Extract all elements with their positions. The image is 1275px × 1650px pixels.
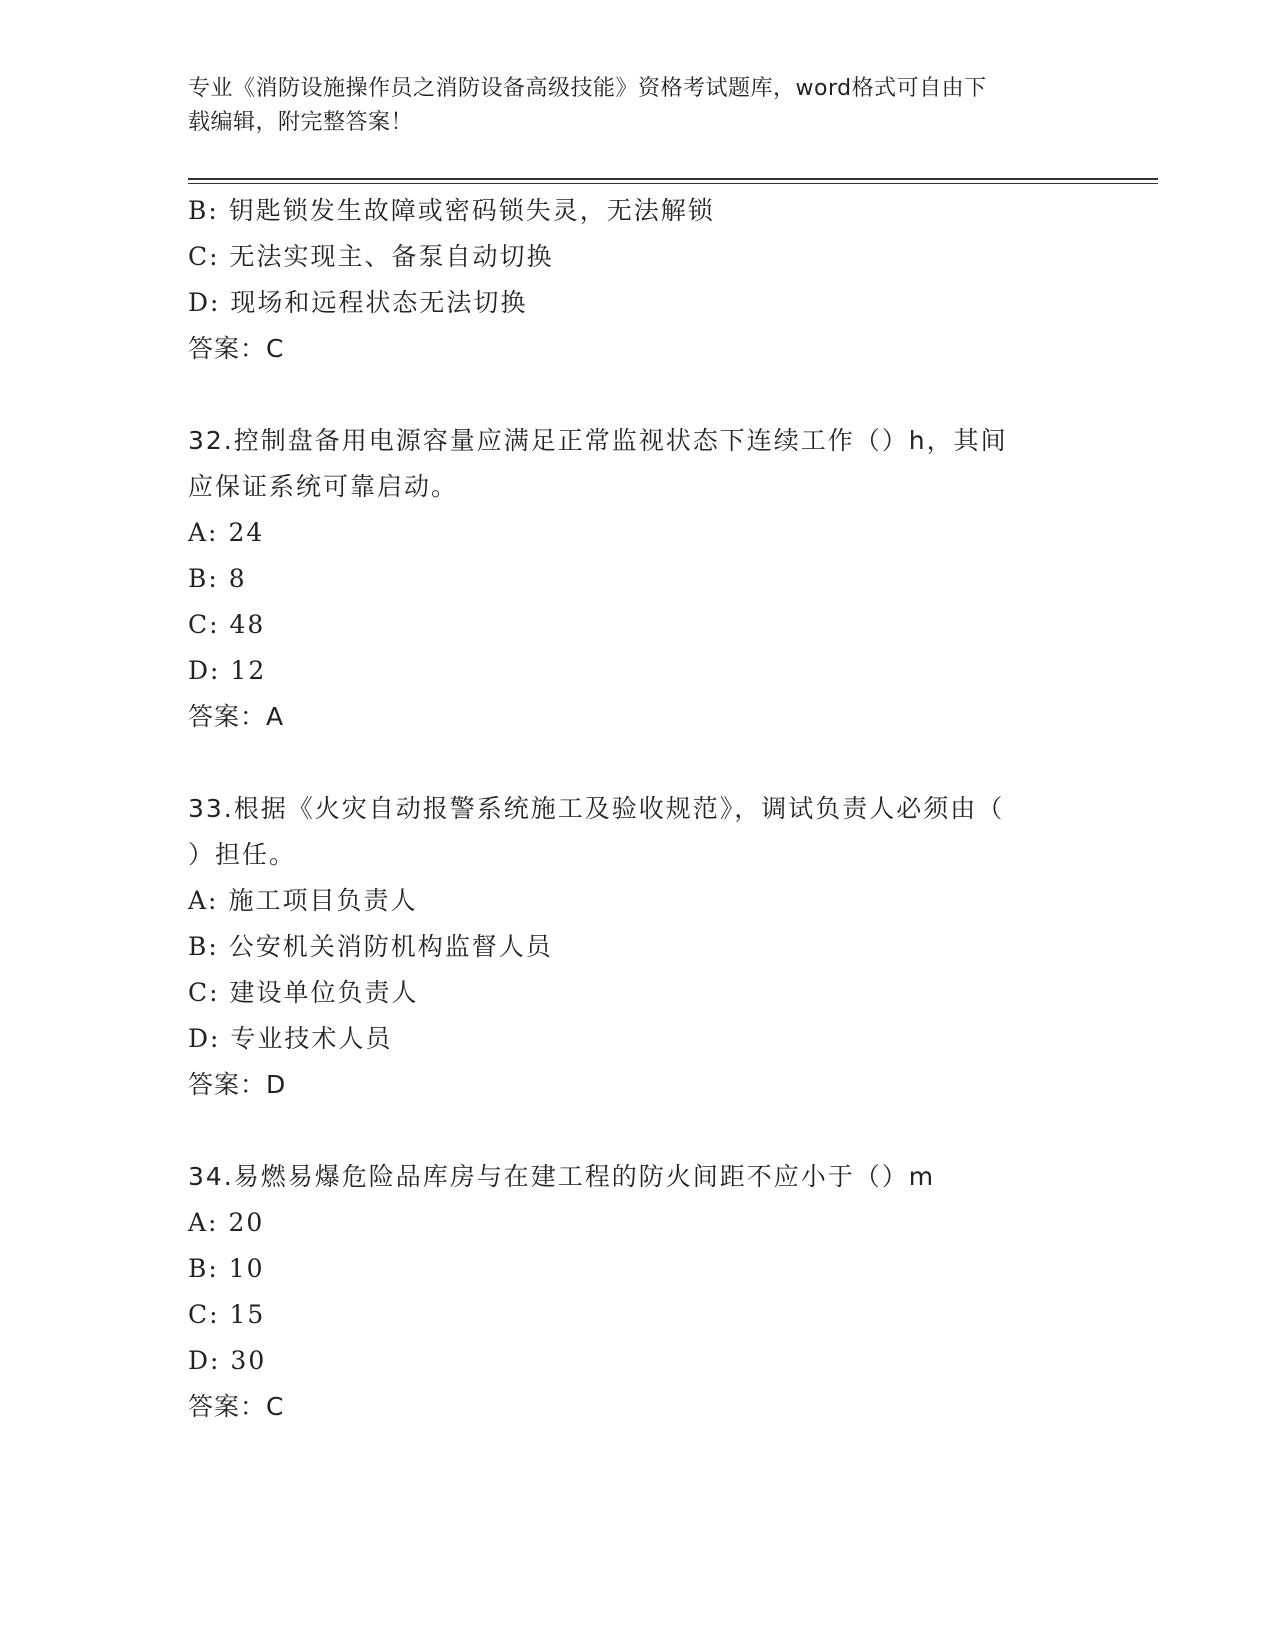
option-label: C: — [188, 1300, 220, 1329]
option-text: 8 — [228, 564, 247, 593]
option-b — [188, 1246, 1088, 1292]
option-text: 公安机关消防机构监督人员 — [228, 932, 553, 961]
option-text: 24 — [228, 518, 265, 547]
question-32 — [188, 418, 1088, 740]
option-d — [188, 1338, 1088, 1384]
question-31-carryover — [188, 188, 1088, 372]
question-stem-line: 33.根据《火灾自动报警系统施工及验收规范》，调试负责人必须由（ — [188, 794, 1005, 823]
option-label: A: — [188, 886, 219, 915]
option-label: D: — [188, 288, 221, 317]
option-text: 建设单位负责人 — [229, 978, 419, 1007]
question-stem-line: 32.控制盘备用电源容量应满足正常监视状态下连续工作（）h，其间 — [188, 426, 1008, 455]
option-text: 48 — [229, 610, 266, 639]
option-b — [188, 924, 1088, 970]
option-c — [188, 234, 1088, 280]
option-text: 施工项目负责人 — [228, 886, 418, 915]
option-c — [188, 602, 1088, 648]
question-list — [188, 188, 1088, 1430]
option-text: 15 — [229, 1300, 266, 1329]
option-c — [188, 970, 1088, 1016]
option-a — [188, 1200, 1088, 1246]
option-text: 钥匙锁发生故障或密码锁失灵，无法解锁 — [228, 196, 715, 225]
option-a — [188, 510, 1088, 556]
option-text: 12 — [230, 656, 267, 685]
header-line-1: 专业《消防设施操作员之消防设备高级技能》资格考试题库，word格式可自由下 — [188, 76, 987, 101]
header-line-2: 载编辑，附完整答案！ — [188, 110, 414, 135]
question-34 — [188, 1154, 1088, 1430]
option-label: D: — [188, 656, 221, 685]
option-label: B: — [188, 196, 219, 225]
option-label: C: — [188, 610, 220, 639]
option-d — [188, 1016, 1088, 1062]
question-stem-line: 应保证系统可靠启动。 — [188, 472, 459, 501]
option-text: 无法实现主、备泵自动切换 — [229, 242, 554, 271]
question-stem-line: ）担任。 — [188, 840, 297, 869]
header-divider-thick — [188, 178, 1158, 180]
option-label: D: — [188, 1024, 221, 1053]
answer-line: 答案：C — [188, 334, 285, 363]
option-label: B: — [188, 564, 219, 593]
option-label: A: — [188, 518, 219, 547]
option-label: A: — [188, 1208, 219, 1237]
document-header — [188, 72, 1068, 140]
option-label: D: — [188, 1346, 221, 1375]
option-label: B: — [188, 932, 219, 961]
option-text: 专业技术人员 — [230, 1024, 393, 1053]
question-stem — [188, 786, 1088, 878]
option-b — [188, 188, 1088, 234]
question-stem — [188, 418, 1088, 510]
option-b — [188, 556, 1088, 602]
question-stem — [188, 1154, 1088, 1200]
option-c — [188, 1292, 1088, 1338]
option-text: 20 — [228, 1208, 265, 1237]
option-text: 现场和远程状态无法切换 — [230, 288, 528, 317]
option-text: 30 — [230, 1346, 267, 1375]
answer-line: 答案：C — [188, 1392, 285, 1421]
answer-line: 答案：D — [188, 1070, 287, 1099]
header-divider-thin — [188, 183, 1158, 184]
answer-line: 答案：A — [188, 702, 285, 731]
option-label: C: — [188, 978, 220, 1007]
option-d — [188, 280, 1088, 326]
option-text: 10 — [228, 1254, 265, 1283]
option-a — [188, 878, 1088, 924]
option-label: B: — [188, 1254, 219, 1283]
option-d — [188, 648, 1088, 694]
question-33 — [188, 786, 1088, 1108]
question-stem-line: 34.易燃易爆危险品库房与在建工程的防火间距不应小于（）m — [188, 1162, 936, 1191]
option-label: C: — [188, 242, 220, 271]
